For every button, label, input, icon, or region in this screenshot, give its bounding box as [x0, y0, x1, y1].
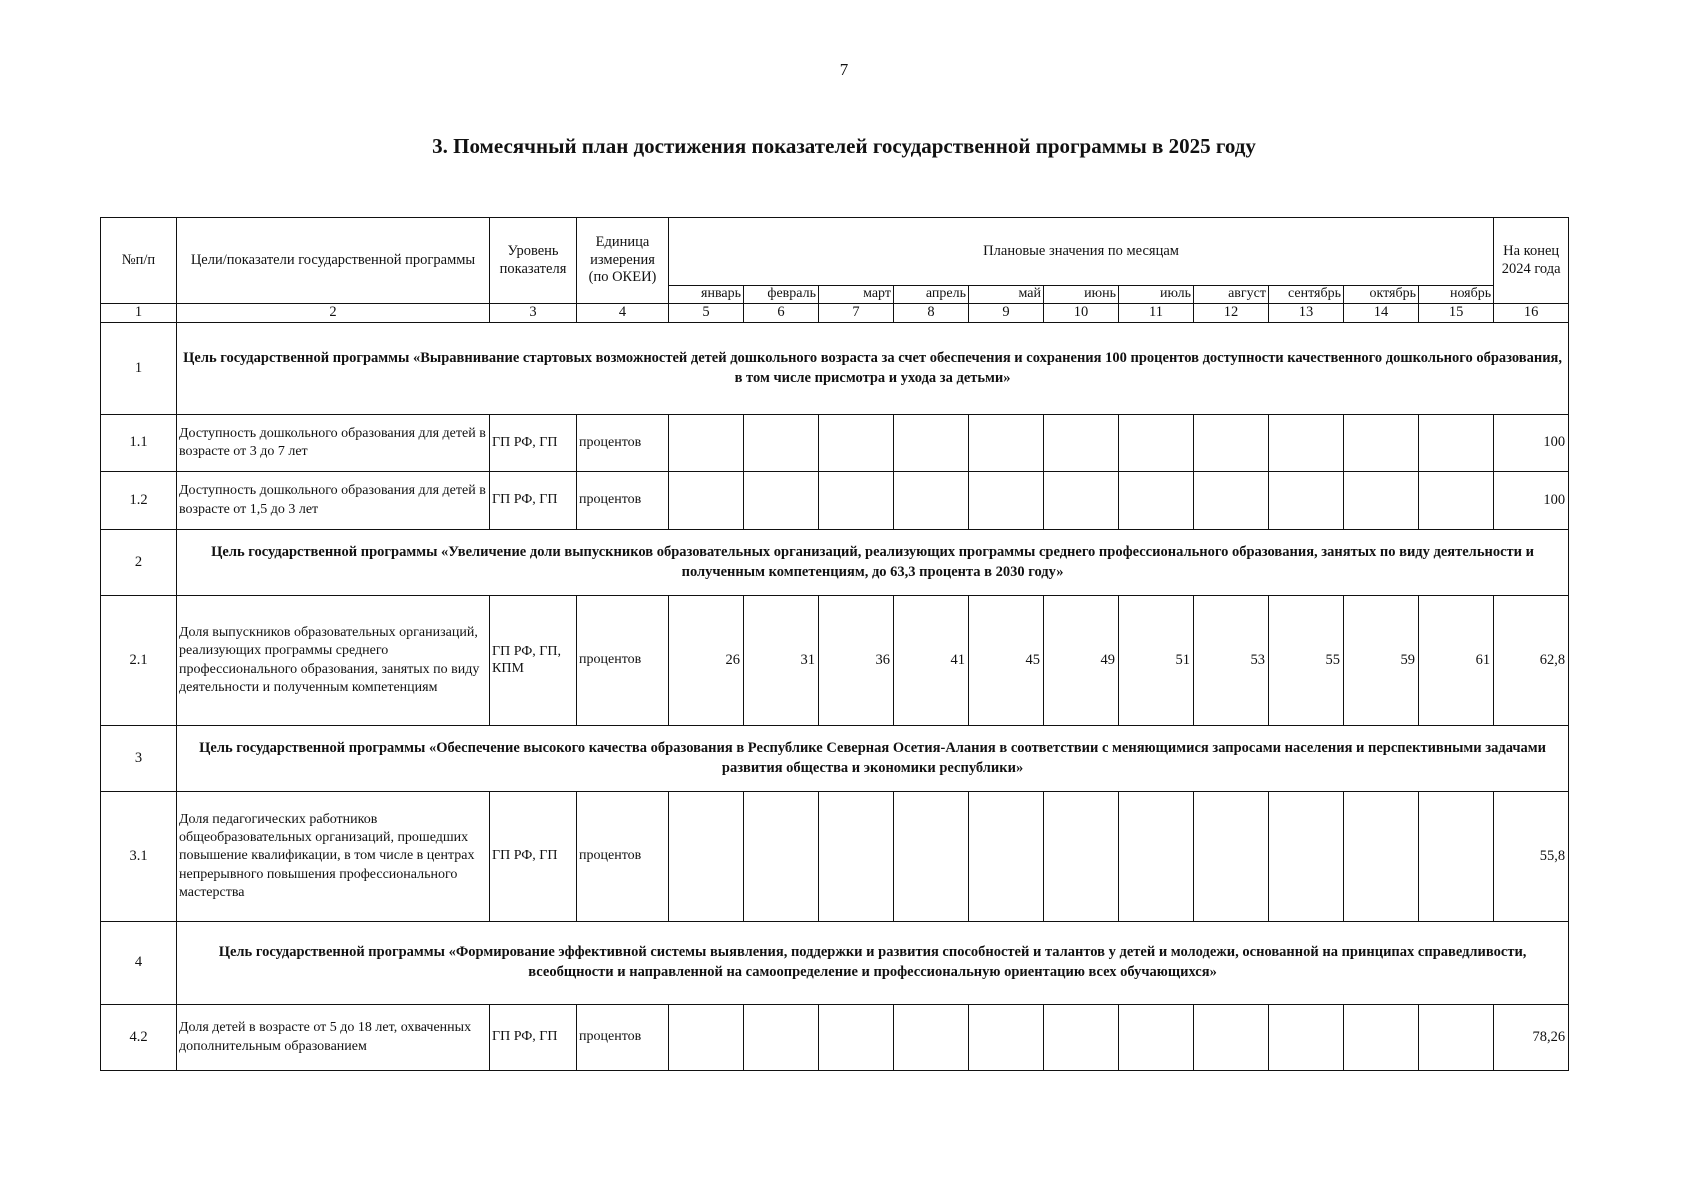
indicator-unit: процентов: [577, 596, 669, 726]
end-value: 55,8: [1494, 792, 1569, 922]
indicator-unit: процентов: [577, 792, 669, 922]
month-value: [1119, 1005, 1194, 1071]
header-month: март: [819, 286, 894, 304]
month-value: [1119, 415, 1194, 472]
goal-row: [101, 726, 1569, 792]
indicator-level: ГП РФ, ГП: [490, 1005, 577, 1071]
row-number: 2: [101, 530, 177, 596]
column-number: 6: [744, 304, 819, 323]
header-level: Уровень показателя: [490, 218, 577, 304]
header-month: июль: [1119, 286, 1194, 304]
month-value: [1269, 792, 1344, 922]
header-month: февраль: [744, 286, 819, 304]
goal-row: [101, 530, 1569, 596]
indicator-name: Доступность дошкольного образования для детей в возрасте от 1,5 до 3 лет: [177, 472, 490, 530]
header-unit: Единица измерения (по ОКЕИ): [577, 218, 669, 304]
end-value: 100: [1494, 415, 1569, 472]
column-number: 7: [819, 304, 894, 323]
month-value: [1044, 792, 1119, 922]
header-planned: Плановые значения по месяцам: [669, 218, 1494, 286]
row-number: 1.2: [101, 472, 177, 530]
month-value: 51: [1119, 596, 1194, 726]
month-value: 53: [1194, 596, 1269, 726]
column-number: 1: [101, 304, 177, 323]
month-value: [1119, 792, 1194, 922]
column-number: 3: [490, 304, 577, 323]
indicator-row: [101, 415, 1569, 472]
indicator-name: Доля педагогических работников общеобразовательных организаций, прошедших повышение квалификации, в том числе в центрах непрерывного повышения профессионального мастерства: [177, 792, 490, 922]
column-number: 15: [1419, 304, 1494, 323]
month-value: [744, 472, 819, 530]
indicator-plan-table: [100, 217, 1569, 1071]
row-number: 1.1: [101, 415, 177, 472]
indicator-unit: процентов: [577, 415, 669, 472]
month-value: [1194, 472, 1269, 530]
month-value: [819, 792, 894, 922]
column-number: 14: [1344, 304, 1419, 323]
month-value: [1269, 1005, 1344, 1071]
goal-text: Цель государственной программы «Формирование эффективной системы выявления, поддержки и развития способностей и талантов у детей и молодежи, основанной на принципах справедливости, всеобщности и направленной на самоопределение и профессиональную ориентацию всех обучающихся»: [177, 922, 1569, 1005]
column-number: 5: [669, 304, 744, 323]
indicator-level: ГП РФ, ГП, КПМ: [490, 596, 577, 726]
month-value: [1194, 1005, 1269, 1071]
indicator-row: [101, 792, 1569, 922]
row-number: 3: [101, 726, 177, 792]
column-number: 13: [1269, 304, 1344, 323]
month-value: [669, 415, 744, 472]
month-value: 59: [1344, 596, 1419, 726]
goal-row: [101, 323, 1569, 415]
end-value: 62,8: [1494, 596, 1569, 726]
column-number: 16: [1494, 304, 1569, 323]
month-value: [1344, 792, 1419, 922]
month-value: [1269, 415, 1344, 472]
month-value: 36: [819, 596, 894, 726]
column-number: 11: [1119, 304, 1194, 323]
month-value: [744, 415, 819, 472]
indicator-name: Доля выпускников образовательных организаций, реализующих программы среднего профессионального образования, занятых по виду деятельности и полученным компетенциям: [177, 596, 490, 726]
indicator-row: [101, 472, 1569, 530]
month-value: [1044, 415, 1119, 472]
month-value: [1119, 472, 1194, 530]
header-month: апрель: [894, 286, 969, 304]
month-value: [1044, 1005, 1119, 1071]
month-value: [1344, 1005, 1419, 1071]
goal-text: Цель государственной программы «Обеспечение высокого качества образования в Республике Северная Осетия-Алания в соответствии с меняющимися запросами населения и перспективными задачами развития общества и экономики республики»: [177, 726, 1569, 792]
month-value: [969, 1005, 1044, 1071]
month-value: [669, 792, 744, 922]
column-number: 10: [1044, 304, 1119, 323]
header-month: сентябрь: [1269, 286, 1344, 304]
end-value: 100: [1494, 472, 1569, 530]
indicator-level: ГП РФ, ГП: [490, 472, 577, 530]
header-end: На конец 2024 года: [1494, 218, 1569, 304]
goal-text: Цель государственной программы «Выравнивание стартовых возможностей детей дошкольного возраста за счет обеспечения и сохранения 100 процентов доступности качественного дошкольного образования, в том числе присмотра и ухода за детьми»: [177, 323, 1569, 415]
month-value: [969, 792, 1044, 922]
column-number: 2: [177, 304, 490, 323]
row-number: 3.1: [101, 792, 177, 922]
row-number: 1: [101, 323, 177, 415]
header-month: октябрь: [1344, 286, 1419, 304]
month-value: [744, 1005, 819, 1071]
month-value: 31: [744, 596, 819, 726]
month-value: [894, 415, 969, 472]
month-value: [1044, 472, 1119, 530]
month-value: [1419, 1005, 1494, 1071]
month-value: [969, 415, 1044, 472]
column-number: 9: [969, 304, 1044, 323]
header-month: январь: [669, 286, 744, 304]
row-number: 4: [101, 922, 177, 1005]
indicator-row: [101, 596, 1569, 726]
month-value: 49: [1044, 596, 1119, 726]
indicator-unit: процентов: [577, 472, 669, 530]
month-value: 26: [669, 596, 744, 726]
header-month: май: [969, 286, 1044, 304]
month-value: [669, 1005, 744, 1071]
header-num: №п/п: [101, 218, 177, 304]
month-value: [1344, 472, 1419, 530]
month-value: [669, 472, 744, 530]
month-value: [1419, 792, 1494, 922]
header-goal: Цели/показатели государственной программы: [177, 218, 490, 304]
month-value: [1194, 792, 1269, 922]
month-value: [744, 792, 819, 922]
month-value: 55: [1269, 596, 1344, 726]
header-month: ноябрь: [1419, 286, 1494, 304]
indicator-level: ГП РФ, ГП: [490, 415, 577, 472]
column-number-row: [101, 304, 1569, 323]
month-value: 61: [1419, 596, 1494, 726]
month-value: [894, 1005, 969, 1071]
month-value: 41: [894, 596, 969, 726]
header-month: июнь: [1044, 286, 1119, 304]
month-value: [819, 1005, 894, 1071]
indicator-name: Доля детей в возрасте от 5 до 18 лет, охваченных дополнительным образованием: [177, 1005, 490, 1071]
month-value: [1344, 415, 1419, 472]
goal-row: [101, 922, 1569, 1005]
column-number: 12: [1194, 304, 1269, 323]
month-value: 45: [969, 596, 1044, 726]
column-number: 4: [577, 304, 669, 323]
month-value: [1269, 472, 1344, 530]
month-value: [969, 472, 1044, 530]
indicator-level: ГП РФ, ГП: [490, 792, 577, 922]
end-value: 78,26: [1494, 1005, 1569, 1071]
indicator-unit: процентов: [577, 1005, 669, 1071]
goal-text: Цель государственной программы «Увеличение доли выпускников образовательных организаций, реализующих программы среднего профессионального образования, занятых по виду деятельности и полученным компетенциям, до 63,3 процента в 2030 году»: [177, 530, 1569, 596]
month-value: [819, 472, 894, 530]
row-number: 2.1: [101, 596, 177, 726]
page-number: 7: [839, 60, 849, 79]
indicator-name: Доступность дошкольного образования для детей в возрасте от 3 до 7 лет: [177, 415, 490, 472]
row-number: 4.2: [101, 1005, 177, 1071]
indicator-row: [101, 1005, 1569, 1071]
month-value: [1194, 415, 1269, 472]
month-value: [1419, 415, 1494, 472]
month-value: [819, 415, 894, 472]
column-number: 8: [894, 304, 969, 323]
month-value: [894, 792, 969, 922]
month-value: [1419, 472, 1494, 530]
header-month: август: [1194, 286, 1269, 304]
document-title: 3. Помесячный план достижения показателей государственной программы в 2025 году: [432, 134, 1256, 158]
month-value: [894, 472, 969, 530]
